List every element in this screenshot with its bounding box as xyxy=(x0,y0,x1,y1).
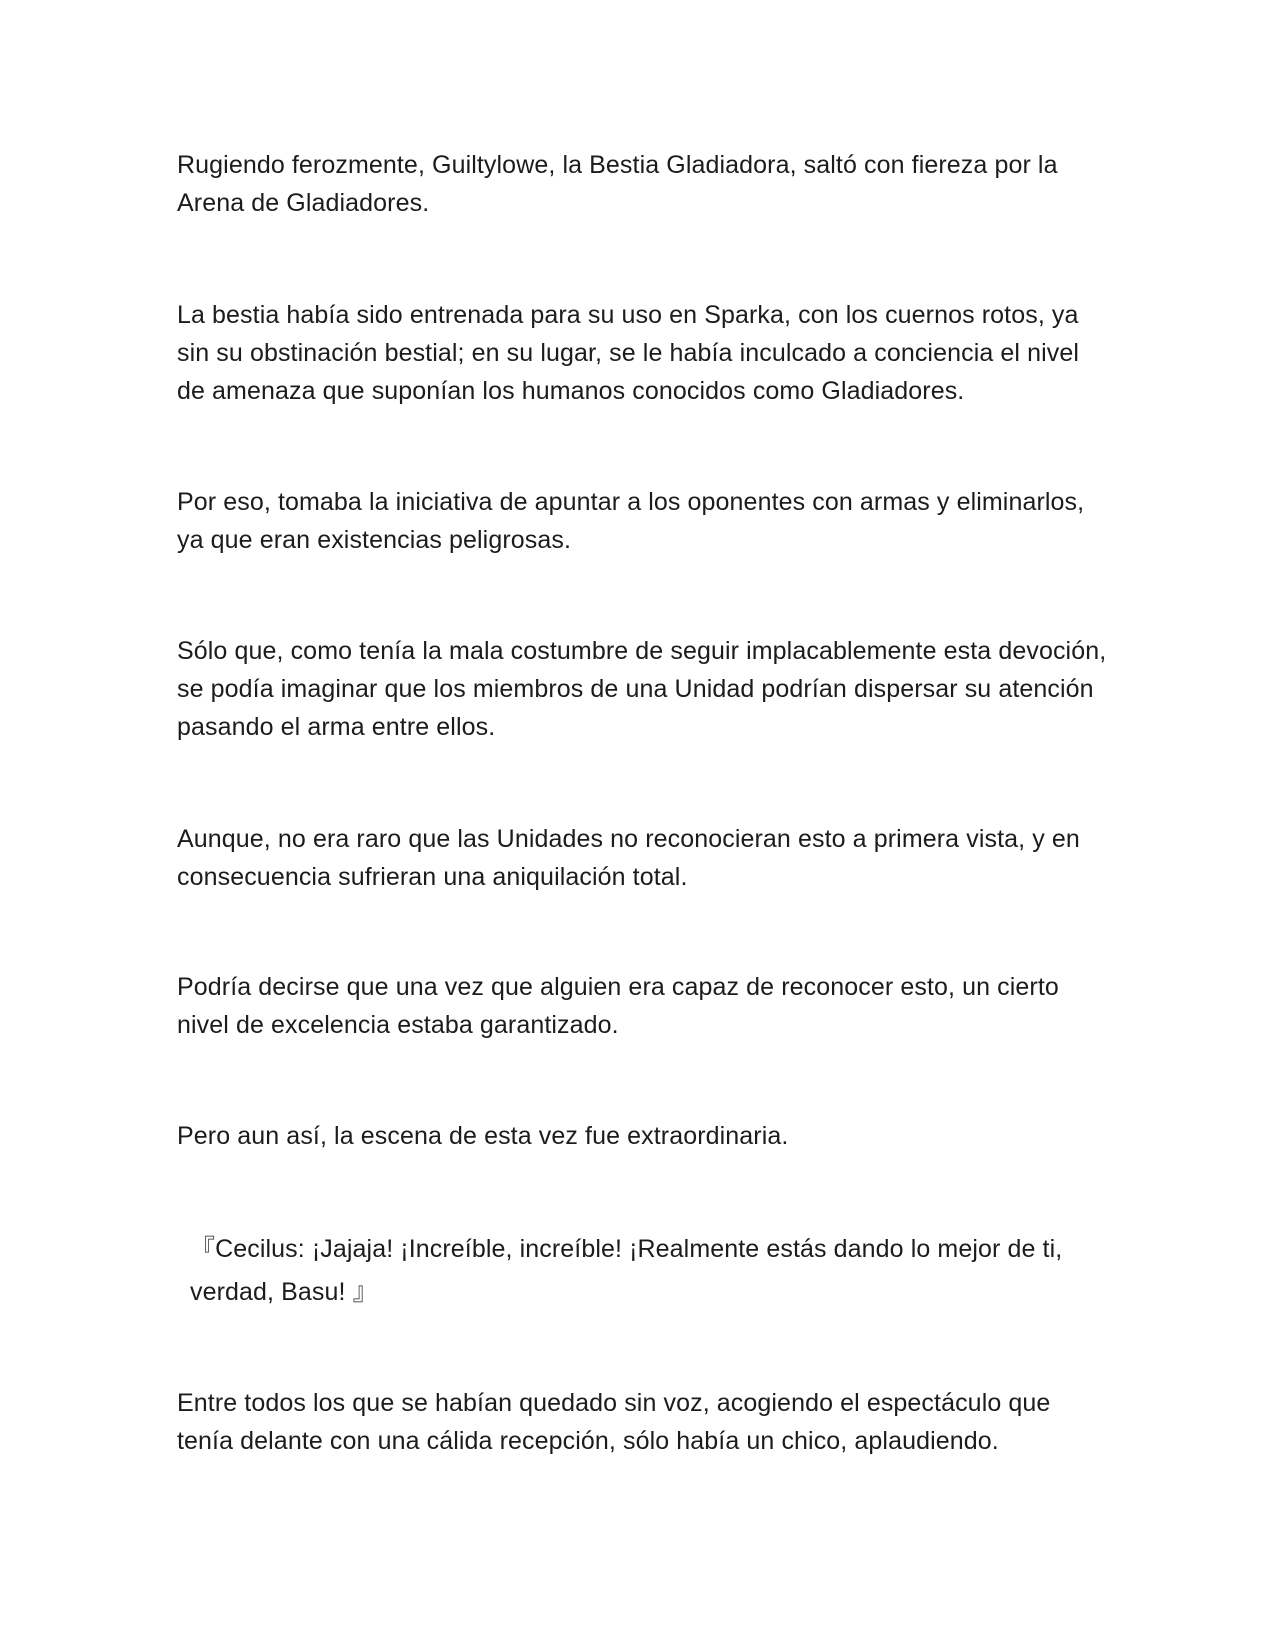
paragraph-9: Entre todos los que se habían quedado sin voz, acogiendo el espectáculo que tenía delante con una cálida recepción, sólo había un chico, aplaudiendo. xyxy=(177,1389,1051,1455)
paragraph-6: Podría decirse que una vez que alguien era capaz de reconocer esto, un cierto nivel de excelencia estaba garantizado. xyxy=(177,973,1059,1039)
paragraph-1: Rugiendo ferozmente, Guiltylowe, la Bestia Gladiadora, saltó con fiereza por la Arena de Gladiadores. xyxy=(177,151,1058,217)
paragraph-5: Aunque, no era raro que las Unidades no reconocieran esto a primera vista, y en consecuencia sufrieran una aniquilación total. xyxy=(177,825,1080,891)
paragraph-2: La bestia había sido entrenada para su uso en Sparka, con los cuernos rotos, ya sin su obstinación bestial; en su lugar, se le había inculcado a conciencia el nivel de amenaza que suponían los humanos conocidos como Gladiadores. xyxy=(177,301,1080,405)
dialogue-line: 『Cecilus: ¡Jajaja! ¡Increíble, increíble! ¡Realmente estás dando lo mejor de ti, verdad, Basu! 』 xyxy=(190,1235,1063,1306)
paragraph-4: Sólo que, como tenía la mala costumbre de seguir implacablemente esta devoción, se podía imaginar que los miembros de una Unidad podrían dispersar su atención pasando el arma entre ellos. xyxy=(177,637,1107,741)
paragraph-3: Por eso, tomaba la iniciativa de apuntar a los oponentes con armas y eliminarlos, ya que eran existencias peligrosas. xyxy=(177,488,1085,554)
paragraph-7: Pero aun así, la escena de esta vez fue extraordinaria. xyxy=(177,1122,789,1150)
